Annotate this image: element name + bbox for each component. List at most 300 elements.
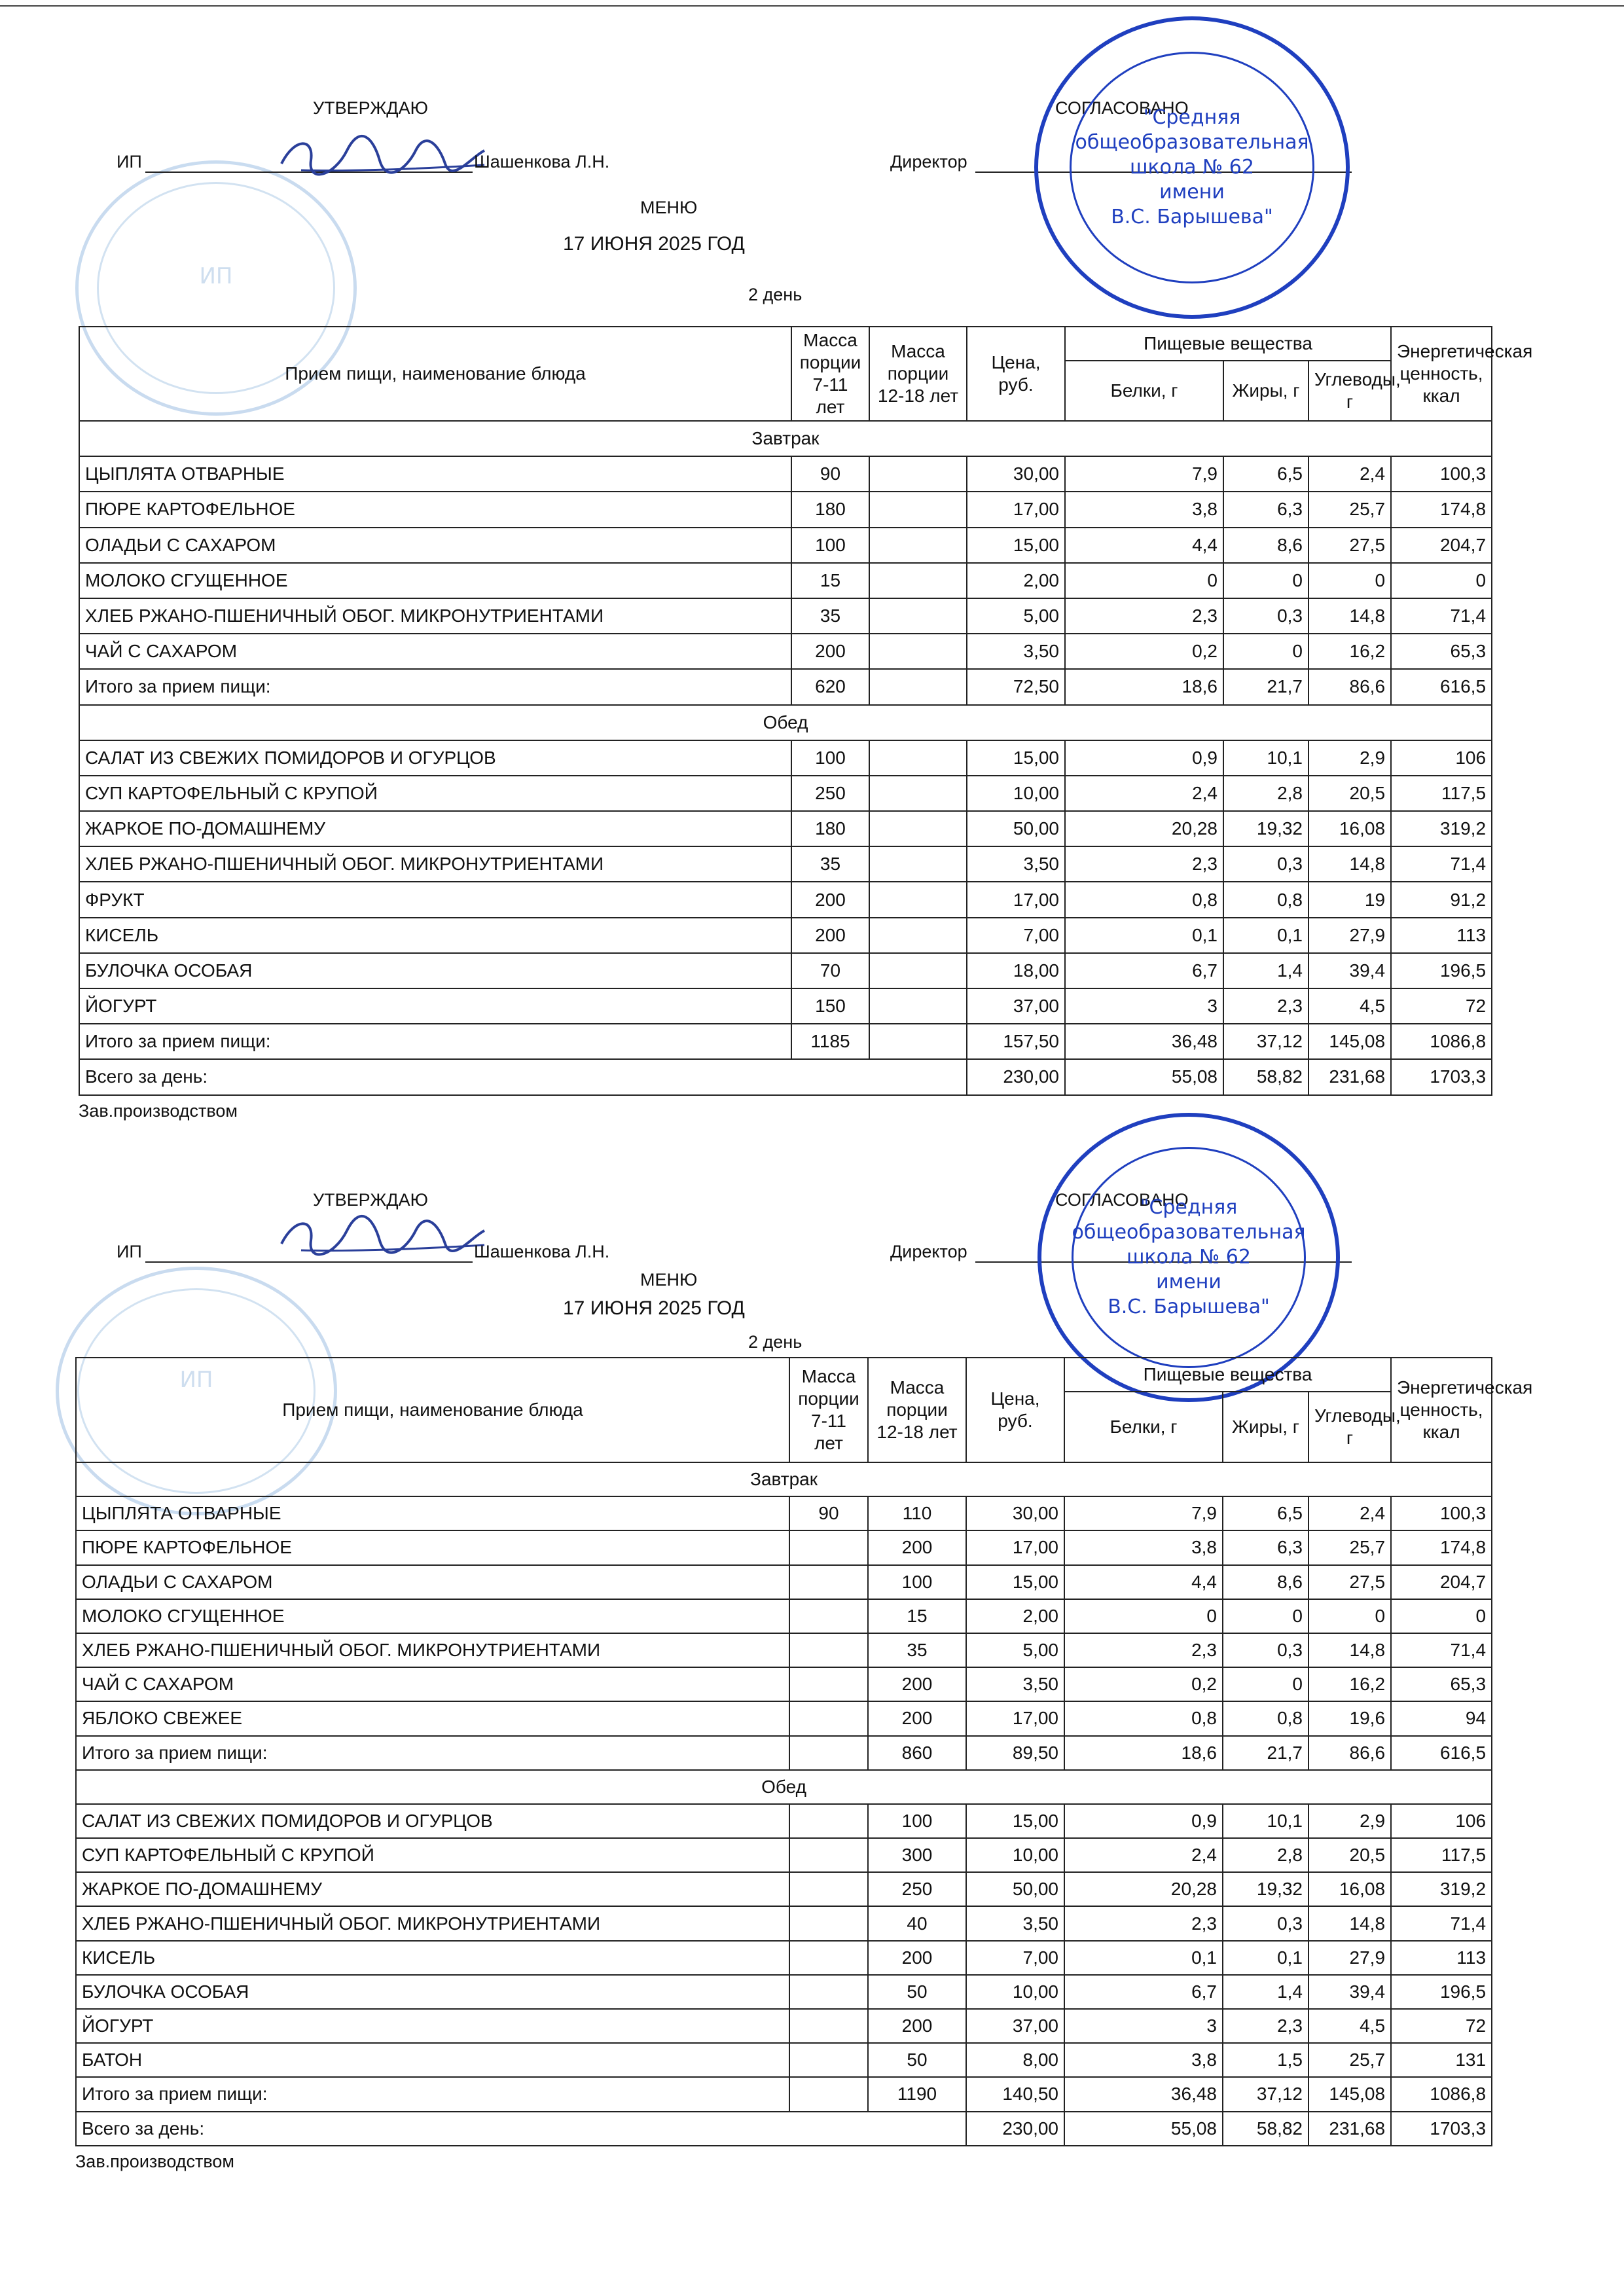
section-header-row [79,705,1492,740]
protein-cell: 0,2 [1065,634,1223,669]
dish-name-cell: БУЛОЧКА ОСОБАЯ [76,1975,789,2009]
ip-label: ИП [117,1242,142,1261]
protein-cell: 6,7 [1065,953,1223,988]
energy-cell: 71,4 [1391,1633,1492,1667]
mass-7-11-cell [789,1565,868,1599]
carbs-cell: 20,5 [1308,1838,1391,1872]
mass-12-18-cell [869,563,967,598]
price-cell: 37,00 [966,2009,1064,2043]
meal-total-row [76,2077,1492,2111]
dish-name-cell: ЖАРКОЕ ПО-ДОМАШНЕМУ [79,811,791,846]
fat-cell: 21,7 [1223,669,1308,704]
mass-12-18-cell: 35 [868,1633,966,1667]
mass-7-11-cell [789,1838,868,1872]
school-stamp-2: "Средняя общеобразовательная школа № 62 имени В.С. Барышева" [1038,1113,1340,1402]
mass-7-11-cell: 200 [791,634,869,669]
protein-cell: 0,1 [1065,918,1223,953]
carbs-cell: 14,8 [1308,846,1391,882]
mass-12-18-cell [869,882,967,917]
col-price: Цена, руб. [966,1358,1064,1462]
mass-12-18-cell [869,492,967,527]
carbs-cell: 145,08 [1308,2077,1391,2111]
price-cell: 140,50 [966,2077,1064,2111]
protein-cell: 3 [1064,2009,1223,2043]
mass-12-18-cell: 300 [868,1838,966,1872]
meal-total-row [79,669,1492,704]
energy-cell: 204,7 [1391,528,1492,563]
mass-12-18-cell [869,740,967,776]
dish-name-cell: Итого за прием пищи: [79,1024,791,1059]
fat-cell: 8,6 [1223,528,1308,563]
carbs-cell: 2,9 [1308,740,1391,776]
mass-7-11-cell [789,1906,868,1940]
mass-12-18-cell: 1190 [868,2077,966,2111]
day-total-fat: 58,82 [1223,1059,1308,1094]
protein-cell: 0 [1065,563,1223,598]
fat-cell: 2,8 [1223,776,1308,811]
dish-name-cell: БУЛОЧКА ОСОБАЯ [79,953,791,988]
section-title: Обед [79,705,1492,740]
section-header-row [79,421,1492,456]
mass-12-18-cell: 860 [868,1736,966,1770]
mass-12-18-cell [869,918,967,953]
col-carbs: Углеводы, г [1308,361,1391,421]
menu-day: 2 день [748,1332,803,1352]
mass-12-18-cell [869,776,967,811]
table-row [76,1872,1492,1906]
energy-cell: 72 [1391,2009,1492,2043]
ip-name: Шашенкова Л.Н. [474,1242,610,1261]
protein-cell: 3 [1065,988,1223,1024]
fat-cell: 37,12 [1223,1024,1308,1059]
mass-12-18-cell [869,669,967,704]
carbs-cell: 86,6 [1308,669,1391,704]
energy-cell: 100,3 [1391,456,1492,492]
table-row [76,1906,1492,1940]
table-row [79,776,1492,811]
mass-7-11-cell: 90 [791,456,869,492]
protein-cell: 0,8 [1065,882,1223,917]
protein-cell: 36,48 [1065,1024,1223,1059]
day-total-protein: 55,08 [1064,2112,1223,2146]
carbs-cell: 25,7 [1308,2043,1391,2077]
mass-7-11-cell [789,1667,868,1701]
dish-name-cell: ХЛЕБ РЖАНО-ПШЕНИЧНЫЙ ОБОГ. МИКРОНУТРИЕНТАМИ [79,846,791,882]
dish-name-cell: ЙОГУРТ [79,988,791,1024]
mass-7-11-cell [789,1872,868,1906]
mass-7-11-cell: 100 [791,740,869,776]
mass-12-18-cell: 200 [868,1941,966,1975]
day-total-carbs: 231,68 [1308,2112,1391,2146]
day-total-carbs: 231,68 [1308,1059,1391,1094]
fat-cell: 0,3 [1223,1633,1308,1667]
section-title: Завтрак [79,421,1492,456]
table-row [76,1496,1492,1530]
mass-12-18-cell: 40 [868,1906,966,1940]
protein-cell: 0,9 [1065,740,1223,776]
fat-cell: 0,3 [1223,1906,1308,1940]
protein-cell: 4,4 [1065,528,1223,563]
table-row [79,882,1492,917]
price-cell: 7,00 [967,918,1065,953]
fat-cell: 0,1 [1223,918,1308,953]
price-cell: 5,00 [967,598,1065,634]
dish-name-cell: СУП КАРТОФЕЛЬНЫЙ С КРУПОЙ [76,1838,789,1872]
protein-cell: 18,6 [1064,1736,1223,1770]
table-row [76,1633,1492,1667]
carbs-cell: 19 [1308,882,1391,917]
carbs-cell: 25,7 [1308,1530,1391,1564]
mass-12-18-cell [869,598,967,634]
col-protein: Белки, г [1065,361,1223,421]
fat-cell: 1,5 [1223,2043,1308,2077]
price-cell: 17,00 [967,492,1065,527]
section-header-row [76,1462,1492,1496]
fat-cell: 10,1 [1223,740,1308,776]
mass-7-11-cell [789,2077,868,2111]
price-cell: 10,00 [966,1838,1064,1872]
fat-cell: 10,1 [1223,1804,1308,1838]
fat-cell: 0,3 [1223,846,1308,882]
fat-cell: 21,7 [1223,1736,1308,1770]
day-total-fat: 58,82 [1223,2112,1308,2146]
mass-12-18-cell [869,953,967,988]
fat-cell: 1,4 [1223,1975,1308,2009]
carbs-cell: 16,2 [1308,1667,1391,1701]
menu-date: 17 ИЮНЯ 2025 ГОД [563,1297,745,1319]
table-row [76,1530,1492,1564]
mass-12-18-cell [869,1024,967,1059]
mass-7-11-cell: 1185 [791,1024,869,1059]
dish-name-cell: МОЛОКО СГУЩЕННОЕ [79,563,791,598]
energy-cell: 113 [1391,1941,1492,1975]
energy-cell: 616,5 [1391,669,1492,704]
table-row [76,1838,1492,1872]
energy-cell: 319,2 [1391,1872,1492,1906]
protein-cell: 36,48 [1064,2077,1223,2111]
col-dish: Прием пищи, наименование блюда [76,1358,789,1462]
mass-12-18-cell: 200 [868,1530,966,1564]
fat-cell: 0,3 [1223,598,1308,634]
mass-12-18-cell: 200 [868,1667,966,1701]
faint-stamp-ip-1: ИП [75,160,357,416]
col-carbs: Углеводы, г [1308,1392,1391,1462]
protein-cell: 0 [1064,1599,1223,1633]
approve-label: УТВЕРЖДАЮ [313,98,428,118]
protein-cell: 20,28 [1064,1872,1223,1906]
energy-cell: 91,2 [1391,882,1492,917]
protein-cell: 20,28 [1065,811,1223,846]
mass-7-11-cell: 200 [791,918,869,953]
agreed-label: СОГЛАСОВАНО [1055,1190,1189,1210]
carbs-cell: 14,8 [1308,1906,1391,1940]
school-stamp-1: "Средняя общеобразовательная школа № 62 имени В.С. Барышева" [1034,16,1350,319]
col-mass-7-11: Масса порции 7-11 лет [791,327,869,421]
col-dish: Прием пищи, наименование блюда [79,327,791,421]
carbs-cell: 14,8 [1308,598,1391,634]
energy-cell: 131 [1391,2043,1492,2077]
dish-name-cell: Итого за прием пищи: [76,2077,789,2111]
day-total-energy: 1703,3 [1391,2112,1492,2146]
carbs-cell: 0 [1308,563,1391,598]
price-cell: 50,00 [966,1872,1064,1906]
mass-7-11-cell: 620 [791,669,869,704]
ip-signature-icon [275,131,491,183]
col-nutrients: Пищевые вещества [1064,1358,1391,1392]
protein-cell: 2,4 [1064,1838,1223,1872]
day-total-row [79,1059,1492,1094]
table-row [79,456,1492,492]
dish-name-cell: САЛАТ ИЗ СВЕЖИХ ПОМИДОРОВ И ОГУРЦОВ [76,1804,789,1838]
dish-name-cell: ПЮРЕ КАРТОФЕЛЬНОЕ [79,492,791,527]
fat-cell: 19,32 [1223,1872,1308,1906]
carbs-cell: 0 [1308,1599,1391,1633]
mass-12-18-cell [869,634,967,669]
table-row [79,528,1492,563]
dish-name-cell: Итого за прием пищи: [76,1736,789,1770]
day-total-label: Всего за день: [76,2112,966,2146]
protein-cell: 6,7 [1064,1975,1223,2009]
energy-cell: 196,5 [1391,1975,1492,2009]
fat-cell: 2,3 [1223,2009,1308,2043]
dish-name-cell: ЧАЙ С САХАРОМ [79,634,791,669]
energy-cell: 117,5 [1391,776,1492,811]
mass-7-11-cell [789,1530,868,1564]
mass-12-18-cell: 50 [868,2043,966,2077]
col-fat: Жиры, г [1223,361,1308,421]
col-mass-7-11: Масса порции 7-11 лет [789,1358,868,1462]
mass-7-11-cell [789,2009,868,2043]
energy-cell: 65,3 [1391,634,1492,669]
price-cell: 17,00 [966,1530,1064,1564]
mass-12-18-cell: 250 [868,1872,966,1906]
table-row [79,492,1492,527]
table-row [76,2043,1492,2077]
dish-name-cell: МОЛОКО СГУЩЕННОЕ [76,1599,789,1633]
mass-7-11-cell: 150 [791,988,869,1024]
dish-name-cell: ЧАЙ С САХАРОМ [76,1667,789,1701]
ip-label: ИП [117,152,142,172]
energy-cell: 616,5 [1391,1736,1492,1770]
table-row [79,953,1492,988]
protein-cell: 0,8 [1064,1701,1223,1735]
price-cell: 89,50 [966,1736,1064,1770]
table-row [76,1667,1492,1701]
energy-cell: 0 [1391,1599,1492,1633]
menu-table-2 [75,1357,1533,2146]
protein-cell: 0,9 [1064,1804,1223,1838]
fat-cell: 1,4 [1223,953,1308,988]
price-cell: 18,00 [967,953,1065,988]
energy-cell: 100,3 [1391,1496,1492,1530]
table-row [79,634,1492,669]
dish-name-cell: ЦЫПЛЯТА ОТВАРНЫЕ [76,1496,789,1530]
price-cell: 15,00 [967,740,1065,776]
menu-title: МЕНЮ [640,198,698,217]
price-cell: 10,00 [966,1975,1064,2009]
carbs-cell: 4,5 [1308,988,1391,1024]
section-title: Завтрак [76,1462,1492,1496]
day-total-row [76,2112,1492,2146]
fat-cell: 6,3 [1223,1530,1308,1564]
approve-label: УТВЕРЖДАЮ [313,1190,428,1210]
price-cell: 3,50 [967,846,1065,882]
energy-cell: 106 [1391,740,1492,776]
price-cell: 15,00 [967,528,1065,563]
protein-cell: 18,6 [1065,669,1223,704]
fat-cell: 8,6 [1223,1565,1308,1599]
mass-12-18-cell [869,988,967,1024]
mass-7-11-cell: 35 [791,598,869,634]
fat-cell: 6,5 [1223,1496,1308,1530]
price-cell: 30,00 [967,456,1065,492]
price-cell: 8,00 [966,2043,1064,2077]
protein-cell: 2,3 [1064,1906,1223,1940]
carbs-cell: 145,08 [1308,1024,1391,1059]
mass-12-18-cell [869,811,967,846]
table-row [79,988,1492,1024]
day-total-energy: 1703,3 [1391,1059,1492,1094]
table-row [79,563,1492,598]
dish-name-cell: ХЛЕБ РЖАНО-ПШЕНИЧНЫЙ ОБОГ. МИКРОНУТРИЕНТАМИ [79,598,791,634]
protein-cell: 2,3 [1065,846,1223,882]
table-row [79,598,1492,634]
dish-name-cell: ОЛАДЬИ С САХАРОМ [79,528,791,563]
meal-total-row [76,1736,1492,1770]
protein-cell: 0,1 [1064,1941,1223,1975]
col-nutrients: Пищевые вещества [1065,327,1391,361]
price-cell: 5,00 [966,1633,1064,1667]
dish-name-cell: ПЮРЕ КАРТОФЕЛЬНОЕ [76,1530,789,1564]
dish-name-cell: ФРУКТ [79,882,791,917]
energy-cell: 1086,8 [1391,1024,1492,1059]
fat-cell: 0,8 [1223,882,1308,917]
table-row [76,1941,1492,1975]
col-protein: Белки, г [1064,1392,1223,1462]
energy-cell: 65,3 [1391,1667,1492,1701]
energy-cell: 71,4 [1391,1906,1492,1940]
carbs-cell: 39,4 [1308,953,1391,988]
energy-cell: 106 [1391,1804,1492,1838]
mass-7-11-cell: 180 [791,811,869,846]
carbs-cell: 2,4 [1308,1496,1391,1530]
col-energy: Энергетическая ценность, ккал [1391,327,1492,421]
col-mass-12-18: Масса порции 12-18 лет [869,327,967,421]
price-cell: 15,00 [966,1565,1064,1599]
day-total-price: 230,00 [967,1059,1065,1094]
col-price: Цена, руб. [967,327,1065,421]
dish-name-cell: КИСЕЛЬ [76,1941,789,1975]
price-cell: 3,50 [967,634,1065,669]
price-cell: 17,00 [967,882,1065,917]
price-cell: 2,00 [967,563,1065,598]
section-header-row [76,1770,1492,1804]
carbs-cell: 25,7 [1308,492,1391,527]
carbs-cell: 27,9 [1308,1941,1391,1975]
mass-7-11-cell: 100 [791,528,869,563]
protein-cell: 3,8 [1065,492,1223,527]
table-row [76,1804,1492,1838]
energy-cell: 71,4 [1391,598,1492,634]
fat-cell: 0,8 [1223,1701,1308,1735]
mass-7-11-cell [789,1701,868,1735]
protein-cell: 7,9 [1065,456,1223,492]
energy-cell: 94 [1391,1701,1492,1735]
price-cell: 15,00 [966,1804,1064,1838]
agreed-label: СОГЛАСОВАНО [1055,98,1189,118]
faint-stamp-ip-2: ИП [56,1267,337,1515]
fat-cell: 19,32 [1223,811,1308,846]
carbs-cell: 16,08 [1308,811,1391,846]
table-row [76,1701,1492,1735]
price-cell: 37,00 [967,988,1065,1024]
mass-7-11-cell: 200 [791,882,869,917]
dish-name-cell: Итого за прием пищи: [79,669,791,704]
mass-7-11-cell [789,1633,868,1667]
mass-12-18-cell [869,846,967,882]
carbs-cell: 2,9 [1308,1804,1391,1838]
director-label: Директор [890,1242,967,1261]
dish-name-cell: КИСЕЛЬ [79,918,791,953]
price-cell: 7,00 [966,1941,1064,1975]
table-row [76,2009,1492,2043]
fat-cell: 37,12 [1223,2077,1308,2111]
table-row [76,1975,1492,2009]
ip-signature-icon [275,1211,491,1263]
energy-cell: 196,5 [1391,953,1492,988]
table-row [76,1599,1492,1633]
mass-7-11-cell: 250 [791,776,869,811]
menu-title: МЕНЮ [640,1270,698,1290]
table-row [79,811,1492,846]
price-cell: 3,50 [966,1906,1064,1940]
table-row [79,740,1492,776]
mass-7-11-cell [789,2043,868,2077]
menu-day: 2 день [748,285,803,304]
dish-name-cell: СУП КАРТОФЕЛЬНЫЙ С КРУПОЙ [79,776,791,811]
fat-cell: 6,3 [1223,492,1308,527]
dish-name-cell: БАТОН [76,2043,789,2077]
price-cell: 17,00 [966,1701,1064,1735]
menu-table-1 [79,326,1533,1096]
carbs-cell: 20,5 [1308,776,1391,811]
energy-cell: 72 [1391,988,1492,1024]
fat-cell: 0,1 [1223,1941,1308,1975]
table-row [79,918,1492,953]
carbs-cell: 19,6 [1308,1701,1391,1735]
dish-name-cell: ЯБЛОКО СВЕЖЕЕ [76,1701,789,1735]
fat-cell: 0 [1223,1667,1308,1701]
mass-12-18-cell: 200 [868,2009,966,2043]
energy-cell: 174,8 [1391,1530,1492,1564]
protein-cell: 0,2 [1064,1667,1223,1701]
price-cell: 30,00 [966,1496,1064,1530]
price-cell: 2,00 [966,1599,1064,1633]
dish-name-cell: ХЛЕБ РЖАНО-ПШЕНИЧНЫЙ ОБОГ. МИКРОНУТРИЕНТАМИ [76,1906,789,1940]
dish-name-cell: САЛАТ ИЗ СВЕЖИХ ПОМИДОРОВ И ОГУРЦОВ [79,740,791,776]
carbs-cell: 2,4 [1308,456,1391,492]
mass-12-18-cell: 200 [868,1701,966,1735]
mass-12-18-cell: 50 [868,1975,966,2009]
mass-12-18-cell: 100 [868,1804,966,1838]
protein-cell: 2,3 [1064,1633,1223,1667]
col-mass-12-18: Масса порции 12-18 лет [868,1358,966,1462]
mass-7-11-cell [789,1599,868,1633]
energy-cell: 1086,8 [1391,2077,1492,2111]
dish-name-cell: ЖАРКОЕ ПО-ДОМАШНЕМУ [76,1872,789,1906]
energy-cell: 174,8 [1391,492,1492,527]
carbs-cell: 4,5 [1308,2009,1391,2043]
